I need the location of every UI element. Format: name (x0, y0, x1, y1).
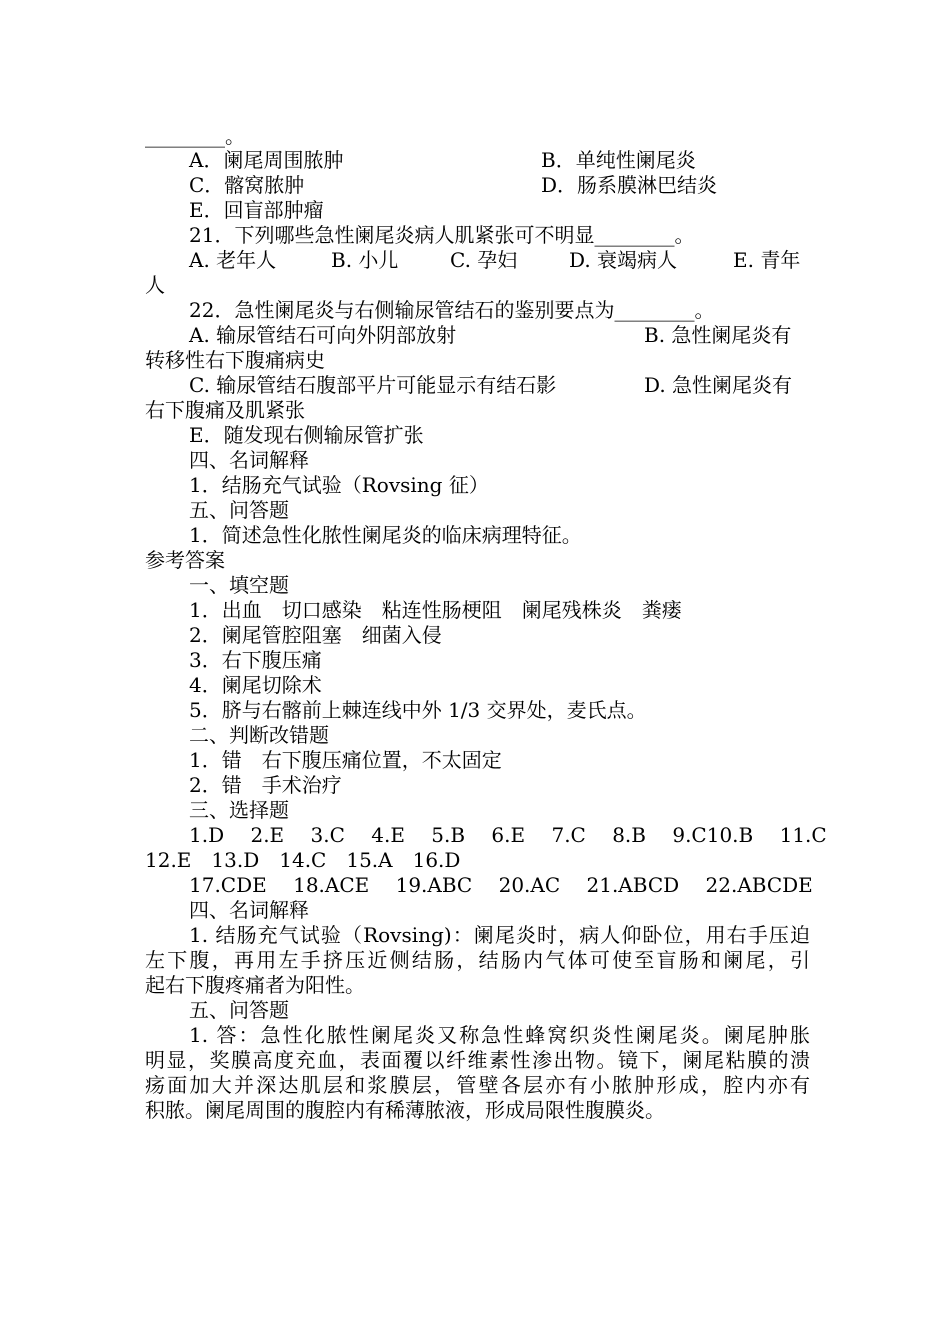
q22-option-b: B. 急性阑尾炎有 (644, 323, 792, 347)
answers-qa-line: 积脓。阑尾周围的腹腔内有稀薄脓液，形成局限性腹膜炎。 (145, 1098, 665, 1122)
q22-option-b-wrap: 转移性右下腹痛病史 (145, 348, 325, 372)
section5-heading: 五、问答题 (189, 498, 289, 522)
answers-fill-heading: 一、填空题 (189, 573, 289, 597)
q21-option-e: E. 青年 (733, 248, 801, 272)
q20-option-c: C．髂窝脓肿 (189, 173, 305, 197)
answers-choice-line: 1.D 2.E 3.C 4.E 5.B 6.E 7.C 8.B 9.C10.B 11.C (189, 823, 827, 847)
q22-option-d-wrap: 右下腹痛及肌紧张 (145, 398, 305, 422)
q21-options-row (189, 248, 810, 273)
section5-item1: 1．简述急性化脓性阑尾炎的临床病理特征。 (189, 523, 582, 547)
answers-choice-line: 12.E 13.D 14.C 15.A 16.D (145, 848, 461, 872)
q20-options-row1 (189, 148, 810, 173)
q22-stem: 22．急性阑尾炎与右侧输尿管结石的鉴别要点为________。 (189, 298, 715, 322)
answers-term-line: 起右下腹疼痛者为阳性。 (145, 973, 365, 997)
answers-title: 参考答案 (145, 548, 225, 572)
answers-choice-line: 17.CDE 18.ACE 19.ABC 20.AC 21.ABCD 22.ABCDE (189, 873, 813, 897)
q20-option-a: A．阑尾周围脓肿 (189, 148, 344, 172)
answers-qa-heading: 五、问答题 (189, 998, 289, 1022)
q22-option-e: E．随发现右侧输尿管扩张 (189, 423, 424, 447)
q21-stem: 21．下列哪些急性阑尾炎病人肌紧张可不明显________。 (189, 223, 695, 247)
answers-fill-item: 4．阑尾切除术 (189, 673, 322, 697)
answers-term-line: 1. 结肠充气试验（Rovsing)：阑尾炎时，病人仰卧位，用右手压迫 (189, 923, 810, 947)
answers-qa-line: 疡面加大并深达肌层和浆膜层，管壁各层亦有小脓肿形成，腔内亦有 (145, 1073, 810, 1097)
answers-fill-item: 1．出血 切口感染 粘连性肠梗阻 阑尾残株炎 粪瘘 (189, 598, 682, 622)
q20-options-row2 (189, 173, 810, 198)
answers-fill-item: 3．右下腹压痛 (189, 648, 322, 672)
q22-option-a: A. 输尿管结石可向外阴部放射 (189, 323, 457, 347)
section4-item1: 1．结肠充气试验（Rovsing 征） (189, 473, 489, 497)
q20-option-e: E．回盲部肿瘤 (189, 198, 324, 222)
q21-option-a: A. 老年人 (189, 248, 277, 272)
q20-option-b: B．单纯性阑尾炎 (541, 148, 696, 172)
q21-option-d: D. 衰竭病人 (569, 248, 678, 272)
answers-fill-item: 5．脐与右髂前上棘连线中外 1/3 交界处，麦氏点。 (189, 698, 647, 722)
q22-option-d: D. 急性阑尾炎有 (644, 373, 793, 397)
answers-qa-line: 1. 答：急性化脓性阑尾炎又称急性蜂窝织炎性阑尾炎。阑尾肿胀 (189, 1023, 810, 1047)
q22-option-c: C. 输尿管结石腹部平片可能显示有结石影 (189, 373, 557, 397)
q20-option-d: D．肠系膜淋巴结炎 (541, 173, 718, 197)
q22-options-row1 (189, 323, 810, 348)
q21-option-c: C. 孕妇 (450, 248, 518, 272)
answers-term-heading: 四、名词解释 (189, 898, 309, 922)
answers-qa-line: 明显，奖膜高度充血，表面覆以纤维素性渗出物。镜下，阑尾粘膜的溃 (145, 1048, 810, 1072)
answers-choice-heading: 三、选择题 (189, 798, 289, 822)
answers-judge-item: 1．错 右下腹压痛位置，不太固定 (189, 748, 502, 772)
section4-heading: 四、名词解释 (189, 448, 309, 472)
answers-term-line: 左下腹，再用左手挤压近侧结肠，结肠内气体可使至盲肠和阑尾，引 (145, 948, 810, 972)
q21-option-e-wrap: 人 (145, 273, 165, 297)
answers-judge-heading: 二、判断改错题 (189, 723, 329, 747)
q21-option-b: B. 小儿 (331, 248, 399, 272)
q22-options-row2 (189, 373, 810, 398)
answers-judge-item: 2．错 手术治疗 (189, 773, 342, 797)
answers-fill-item: 2．阑尾管腔阻塞 细菌入侵 (189, 623, 442, 647)
q20-blank-tail: ________。 (145, 124, 245, 148)
